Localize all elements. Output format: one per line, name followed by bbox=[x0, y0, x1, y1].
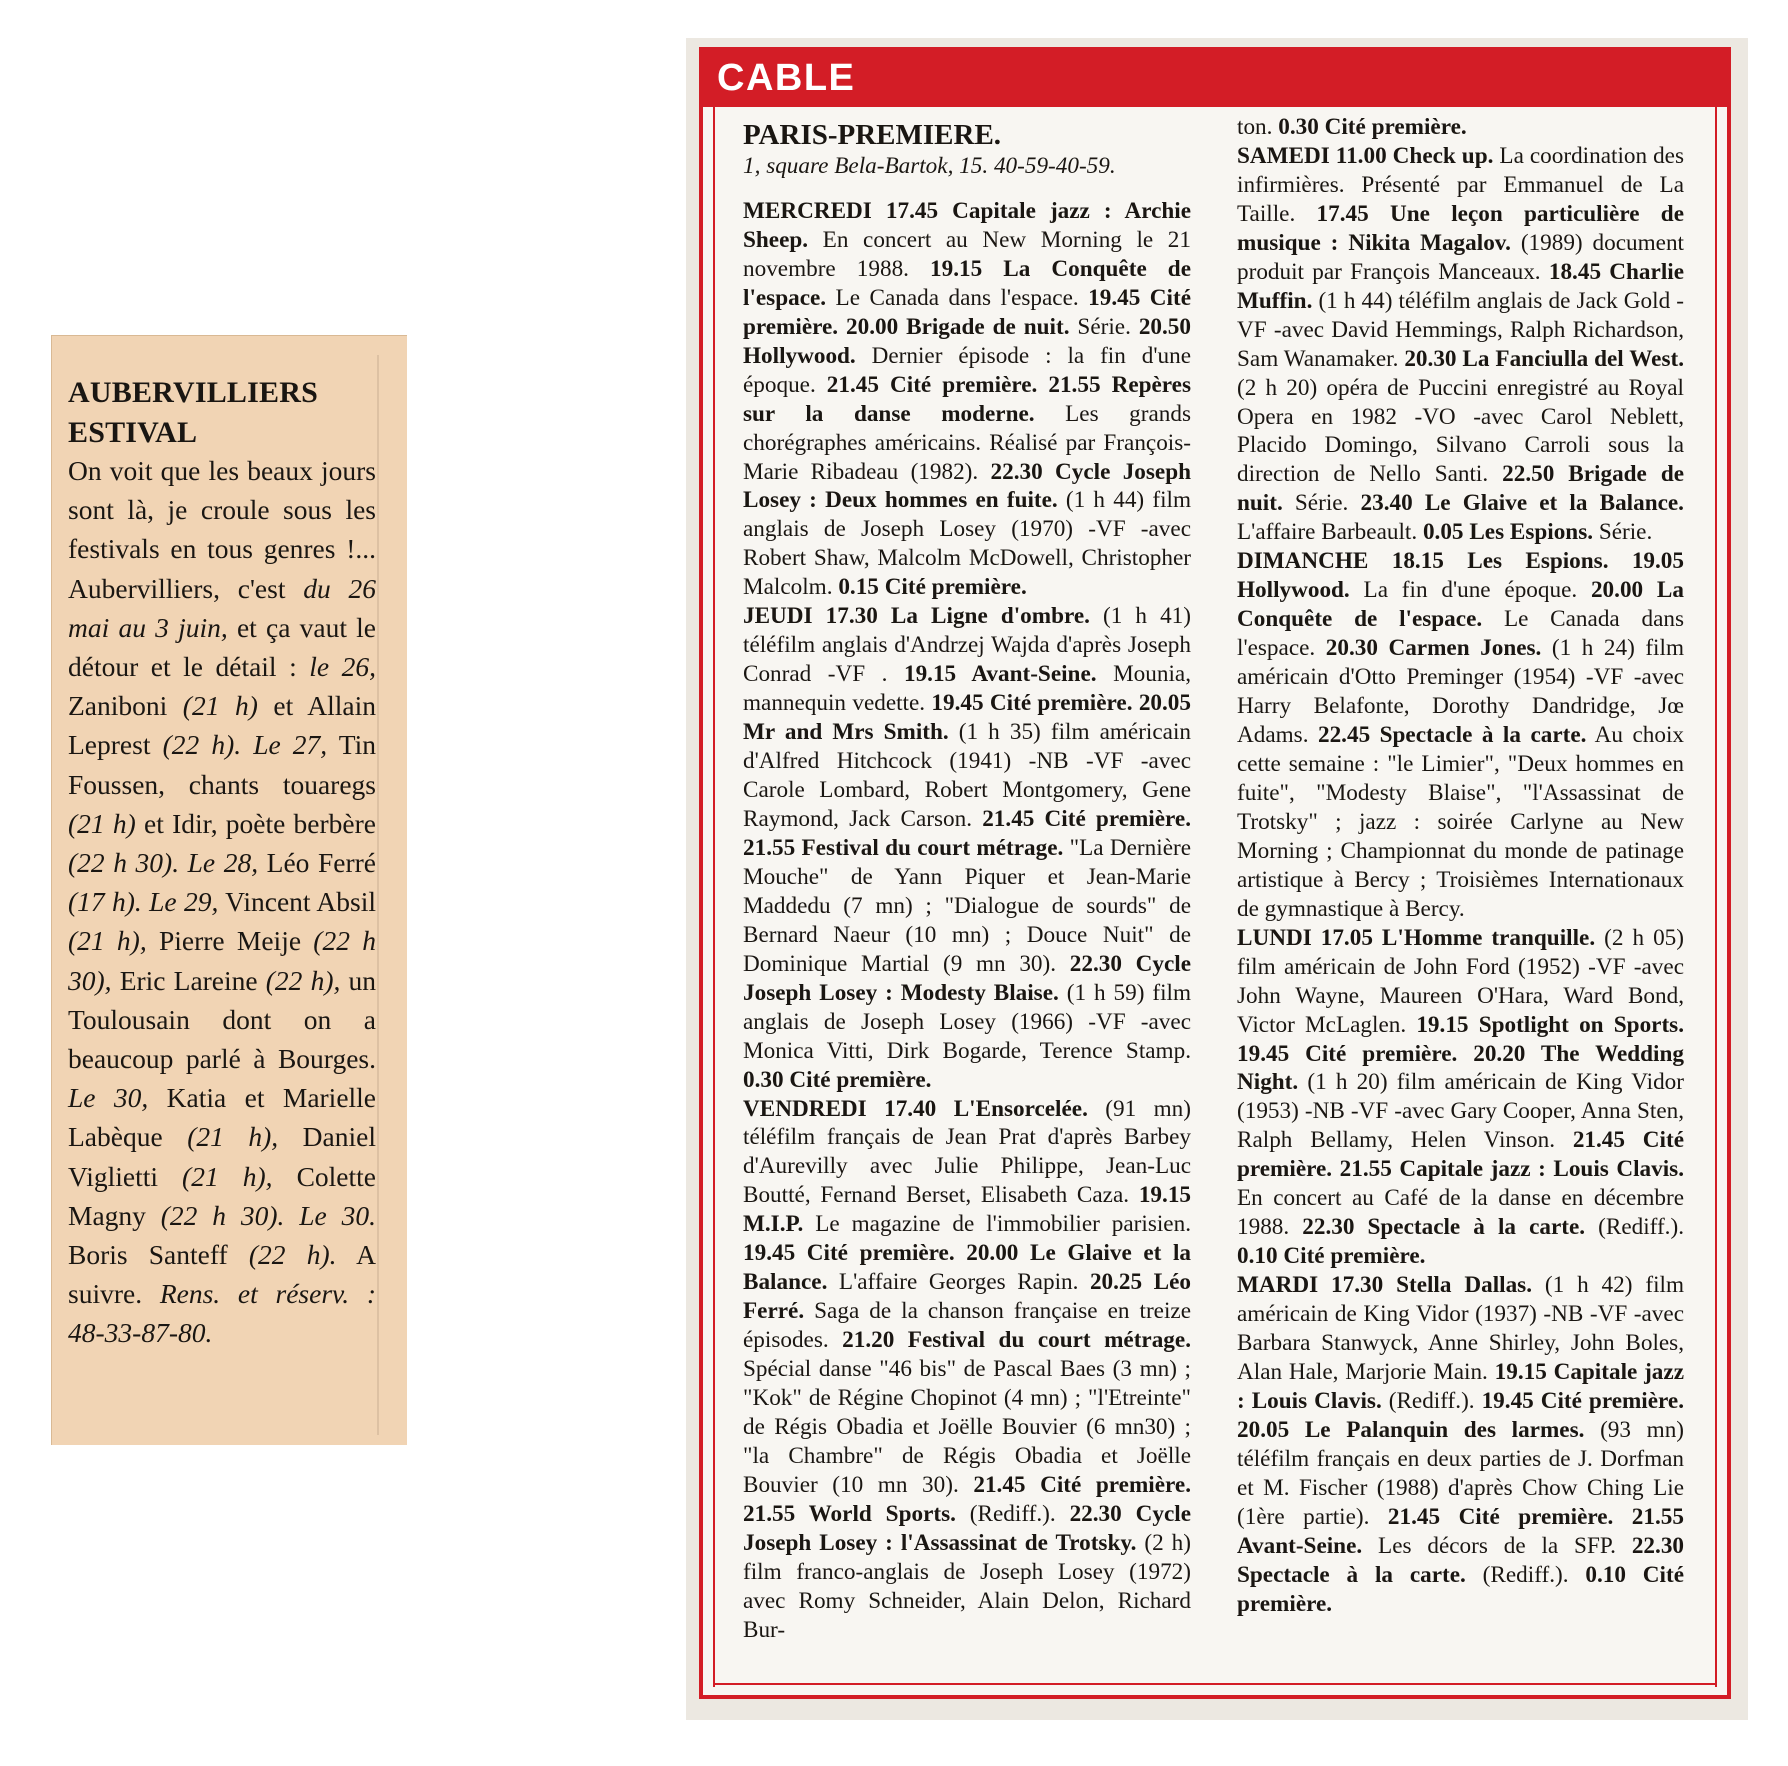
program-title: 21.45 Cité première. 21.55 World Sports. bbox=[743, 1471, 1191, 1527]
program-day-entry bbox=[1237, 142, 1684, 547]
body-text-run: (17 h). Le 29, bbox=[68, 886, 219, 918]
program-description: Le Canada dans l'espace. bbox=[1237, 606, 1684, 662]
body-text-run: un Toulousain dont on a beaucoup parlé à Bourges. bbox=[68, 964, 377, 1075]
program-description: (1 h 24) film américain d'Otto Preminger (1954) -VF -avec Harry Belafonte, Dorothy Dandridge, Jœ Adams. bbox=[1237, 635, 1684, 749]
program-title: 19.45 Cité première. 20.00 Le Glaive et la Balance. bbox=[743, 1240, 1191, 1296]
program-description: La fin d'une époque. bbox=[1349, 577, 1591, 604]
program-day-entry bbox=[1237, 924, 1684, 1271]
program-title: 19.45 Cité première. 20.00 Brigade de nuit. bbox=[743, 284, 1191, 340]
program-title: 0.05 Les Espions. bbox=[1422, 519, 1594, 546]
program-description: ton. bbox=[1237, 114, 1279, 140]
listing-column-left bbox=[743, 113, 1191, 1645]
program-title: 20.30 Carmen Jones. bbox=[1325, 635, 1542, 662]
program-title: 0.30 Cité première. bbox=[743, 1066, 932, 1093]
program-title: 23.40 Le Glaive et la Balance. bbox=[1360, 490, 1684, 517]
clipping-title-line1: AUBERVILLIERS bbox=[68, 376, 318, 409]
program-title: 19.15 Avant-Seine. bbox=[903, 661, 1097, 688]
body-text-run: et ça vaut le détour et le détail : bbox=[68, 611, 377, 683]
program-description: Le magazine de l'immobilier parisien. bbox=[803, 1211, 1191, 1238]
program-title: 0.15 Cité première. bbox=[838, 574, 1027, 601]
body-text-run: Rens. et réserv. : 48-33-87-80. bbox=[68, 1278, 376, 1349]
program-description: (2 h 05) film américain de John Ford (1952) -VF -avec John Wayne, Maureen O'Hara, Ward Bond, Victor McLaglen. bbox=[1237, 924, 1684, 1038]
program-description: (1989) document produit par François Manceaux. bbox=[1237, 229, 1684, 285]
body-text-run: On voit que les beaux jours sont là, je croule sous les festivals en tous genres !... Aubervilliers, c'est bbox=[68, 455, 376, 604]
clipping-body bbox=[68, 451, 376, 1353]
program-title: 21.45 Cité première. 21.55 Avant-Seine. bbox=[1237, 1503, 1684, 1559]
frame-rule-right bbox=[1715, 107, 1717, 1687]
program-description: En concert au Café de la danse en décembre 1988. bbox=[1237, 1185, 1684, 1241]
program-day-entry bbox=[743, 1095, 1191, 1645]
program-description: (2 h 20) opéra de Puccini enregistré au Royal Opera en 1982 -VO -avec Carol Neblett, Placido Domingo, Silvano Carroli sous la direction de Nello Santi. bbox=[1237, 374, 1684, 488]
program-title: 22.45 Spectacle à la carte. bbox=[1317, 722, 1587, 749]
program-description: L'affaire Barbeault. bbox=[1237, 519, 1423, 546]
program-title: 22.30 Cycle Joseph Losey : l'Assassinat de Trotsky. bbox=[743, 1500, 1191, 1556]
body-text-run: Colette Magny bbox=[68, 1160, 376, 1231]
program-title: 20.25 Léo Ferré. bbox=[743, 1269, 1191, 1325]
body-text-run: (21 h) bbox=[68, 807, 136, 839]
clipping-title-line2: ESTIVAL bbox=[68, 416, 198, 449]
program-title: 22.30 Cycle Joseph Losey : Modesty Blaise. bbox=[743, 950, 1191, 1006]
body-text-run: (22 h 30). Le 28, bbox=[68, 847, 259, 879]
program-description: (93 mn) téléfilm français en deux parties de J. Dorfman et M. Fischer (1988) d'après Chow Ching Lie (1ère partie). bbox=[1237, 1416, 1685, 1530]
program-day-entry bbox=[743, 602, 1191, 1094]
clipping-title bbox=[68, 373, 388, 453]
program-description: Les grands chorégraphes américains. Réalisé par François-Marie Ribadeau (1982). bbox=[743, 400, 1191, 485]
program-title: 20.50 Hollywood. bbox=[743, 313, 1191, 369]
program-description: (Rediff.). bbox=[1381, 1387, 1482, 1414]
program-description: (1 h 44) film anglais de Joseph Losey (1970) -VF -avec Robert Shaw, Malcolm McDowell, Christopher Malcolm. bbox=[743, 487, 1191, 601]
program-title: 22.30 Cycle Joseph Losey : Deux hommes en fuite. bbox=[743, 458, 1191, 514]
left-column-entries bbox=[743, 197, 1191, 1645]
program-description: (1 h 41) téléfilm anglais d'Andrzej Wajda d'après Joseph Conrad -VF . bbox=[743, 603, 1191, 688]
program-day-entry bbox=[1237, 113, 1684, 142]
program-title: DIMANCHE 18.15 Les Espions. 19.05 Hollywood. bbox=[1237, 548, 1684, 604]
program-title: 19.45 Cité première. 20.05 Le Palanquin des larmes. bbox=[1237, 1387, 1684, 1443]
body-text-run: le 26, bbox=[309, 651, 376, 683]
channel-address: 1, square Bela-Bartok, 15. 40-59-40-59. bbox=[743, 153, 1116, 179]
frame-rule-bottom bbox=[713, 1683, 1717, 1685]
program-description: L'affaire Georges Rapin. bbox=[827, 1269, 1090, 1296]
program-description: (1 h 59) film anglais de Joseph Losey (1966) -VF -avec Monica Vitti, Dirk Bogarde, Terence Stamp. bbox=[743, 979, 1191, 1064]
program-description: (1 h 42) film américain de King Vidor (1937) -NB -VF -avec Barbara Stanwyck, Anne Shirley, John Boles, Alan Hale, Marjorie Main. bbox=[1237, 1272, 1684, 1385]
body-text-run: (21 h), bbox=[187, 1121, 279, 1153]
program-description: (Rediff.). bbox=[955, 1500, 1070, 1527]
program-title: 19.15 La Conquête de l'espace. bbox=[743, 255, 1191, 311]
program-description: En concert au New Morning le 21 novembre 1988. bbox=[743, 226, 1191, 282]
program-title: SAMEDI 11.00 Check up. bbox=[1237, 142, 1494, 169]
body-text-run: Zaniboni bbox=[68, 690, 183, 722]
program-description: Série. bbox=[1593, 519, 1653, 546]
body-text-run: Pierre Meije bbox=[146, 925, 314, 957]
program-description: Saga de la chanson française en treize épisodes. bbox=[743, 1298, 1191, 1354]
program-title: 19.15 Spotlight on Sports. 19.45 Cité première. 20.20 The Wedding Night. bbox=[1237, 1011, 1684, 1096]
body-text-run: Katia et Marielle Labèque bbox=[68, 1082, 377, 1153]
body-text-run: (21 h) bbox=[182, 690, 258, 722]
program-title: 22.30 Spectacle à la carte. bbox=[1302, 1214, 1586, 1241]
program-description: (2 h) film franco-anglais de Joseph Losey (1972) avec Romy Schneider, Alain Delon, Richard Bur- bbox=[743, 1529, 1191, 1643]
program-title: LUNDI 17.05 L'Homme tranquille. bbox=[1237, 924, 1596, 951]
body-text-run: (22 h). bbox=[248, 1239, 337, 1271]
program-title: 19.15 Capitale jazz : Louis Clavis. bbox=[1237, 1358, 1684, 1414]
body-text-run: Daniel Viglietti bbox=[68, 1121, 376, 1192]
program-title: 22.30 Spectacle à la carte. bbox=[1237, 1532, 1684, 1588]
program-description: Au choix cette semaine : "le Limier", "Deux hommes en fuite", "Modesty Blaise", "l'Assassinat de Trotsky" ; jazz : soirée Carlyne au New Morning ; Championnat du monde de patinage artistique à Bercy ; Troisièmes Internationaux de gymnastique à Bercy. bbox=[1237, 722, 1684, 922]
program-description: (Rediff.). bbox=[1585, 1214, 1684, 1241]
frame-rule-left bbox=[713, 107, 715, 1687]
program-description: Mounia, mannequin vedette. bbox=[743, 661, 1191, 717]
program-description: Spécial danse "46 bis" de Pascal Baes (3 mn) ; "Kok" de Régine Chopinot (4 mn) ; "l'Etreinte" de Régis Obadia et Joëlle Bouvier (6 mn30) ; "la Chambre" de Régis Obadia et Joëlle Bouvier (10 mn 30). bbox=[743, 1356, 1191, 1498]
program-description: La coordination des infirmières. Présenté par Emmanuel de La Taille. bbox=[1237, 142, 1684, 227]
body-text-run: Boris Santeff bbox=[68, 1239, 249, 1271]
body-text-run: et Allain Leprest bbox=[68, 690, 376, 761]
cable-label: CABLE bbox=[717, 57, 856, 99]
body-text-run: Léo Ferré bbox=[258, 847, 376, 879]
program-description: (1 h 20) film américain de King Vidor (1953) -NB -VF -avec Gary Cooper, Anna Sten, Ralph Bellamy, Helen Vinson. bbox=[1237, 1069, 1684, 1154]
program-description: (1 h 44) téléfilm anglais de Jack Gold -VF -avec David Hemmings, Ralph Richardson, Sam Wanamaker. bbox=[1237, 287, 1684, 372]
program-description: Série. bbox=[1282, 490, 1361, 517]
program-title: 19.45 Cité première. 20.05 Mr and Mrs Smith. bbox=[743, 690, 1191, 746]
body-text-run: (22 h 30). Le 30. bbox=[160, 1199, 376, 1231]
program-description: Dernier épisode : la fin d'une époque. bbox=[743, 342, 1191, 398]
program-description: Série. bbox=[1069, 313, 1139, 340]
body-text-run: Eric Lareine bbox=[111, 964, 266, 996]
program-title: MERCREDI 17.45 Capitale jazz : Archie Sheep. bbox=[743, 197, 1191, 253]
program-description: Le Canada dans l'espace. bbox=[826, 284, 1089, 311]
body-text-run: du 26 mai au 3 juin, bbox=[68, 572, 377, 643]
program-day-entry bbox=[1237, 547, 1684, 923]
cable-header-band bbox=[703, 51, 1727, 107]
program-title: 21.45 Cité première. 21.55 Festival du court métrage. bbox=[743, 805, 1192, 861]
program-description: Les décors de la SFP. bbox=[1362, 1532, 1632, 1559]
program-description: "La Dernière Mouche" de Yann Piquer et Jean-Marie Maddedu (7 mn) ; "Dialogue de sourds" de Bernard Naeur (10 mn) ; Douce Nuit" de Dominique Martial (9 mn 30). bbox=[743, 834, 1191, 977]
program-title: 22.50 Brigade de nuit. bbox=[1237, 461, 1685, 517]
body-text-run: (22 h). Le 27, bbox=[162, 729, 328, 761]
body-text-run: Tin Foussen, chants touaregs bbox=[68, 729, 376, 800]
body-text-run: et Idir, poète berbère bbox=[135, 807, 376, 839]
body-text-run: (21 h), bbox=[68, 925, 147, 957]
program-day-entry bbox=[1237, 1271, 1684, 1618]
cable-listing-clipping bbox=[686, 38, 1748, 1720]
program-title: 20.00 La Conquête de l'espace. bbox=[1237, 577, 1684, 633]
body-text-run: (21 h), bbox=[182, 1160, 273, 1192]
program-description: (1 h 35) film américain d'Alfred Hitchcock (1941) -NB -VF -avec Carole Lombard, Robert Montgomery, Gene Raymond, Jack Carson. bbox=[743, 719, 1191, 832]
program-title: 18.45 Charlie Muffin. bbox=[1237, 258, 1684, 314]
right-column-entries bbox=[1237, 113, 1684, 1619]
program-title: 0.10 Cité première. bbox=[1237, 1243, 1426, 1270]
program-title: 0.30 Cité première. bbox=[1278, 114, 1467, 140]
program-description: (91 mn) téléfilm français de Jean Prat d'après Barbey d'Aurevilly avec Julie Philippe, Jean-Luc Boutté, Fernand Berset, Elisabeth Caza. bbox=[743, 1095, 1191, 1209]
program-title: JEUDI 17.30 La Ligne d'ombre. bbox=[743, 603, 1090, 630]
body-text-run: (22 h 30), bbox=[68, 925, 376, 996]
body-text-run: A suivre. bbox=[68, 1239, 376, 1310]
program-day-entry bbox=[743, 197, 1191, 602]
program-title: 19.15 M.I.P. bbox=[743, 1182, 1191, 1238]
program-title: 0.10 Cité première. bbox=[1237, 1561, 1684, 1617]
body-text-run: (22 h), bbox=[265, 964, 341, 996]
body-text-run: Vincent Absil bbox=[218, 886, 376, 918]
program-title: 21.45 Cité première. 21.55 Repères sur la danse moderne. bbox=[743, 371, 1191, 427]
listing-column-right bbox=[1237, 113, 1684, 1619]
program-title: 21.20 Festival du court métrage. bbox=[842, 1327, 1191, 1354]
program-title: VENDREDI 17.40 L'Ensorcelée. bbox=[743, 1095, 1088, 1122]
program-description: (Rediff.). bbox=[1465, 1561, 1586, 1588]
program-title: 21.45 Cité première. 21.55 Capitale jazz : Louis Clavis. bbox=[1237, 1127, 1684, 1183]
bleed-through-rule bbox=[377, 355, 379, 1435]
program-title: 20.30 La Fanciulla del West. bbox=[1404, 345, 1684, 372]
body-text-run: Le 30, bbox=[68, 1082, 149, 1114]
program-title: MARDI 17.30 Stella Dallas. bbox=[1237, 1272, 1532, 1299]
aubervilliers-clipping bbox=[51, 335, 407, 1445]
channel-name: PARIS-PREMIERE. bbox=[743, 119, 1002, 151]
program-title: 17.45 Une leçon particulière de musique : Nikita Magalov. bbox=[1237, 200, 1684, 256]
cable-frame bbox=[699, 47, 1731, 1699]
